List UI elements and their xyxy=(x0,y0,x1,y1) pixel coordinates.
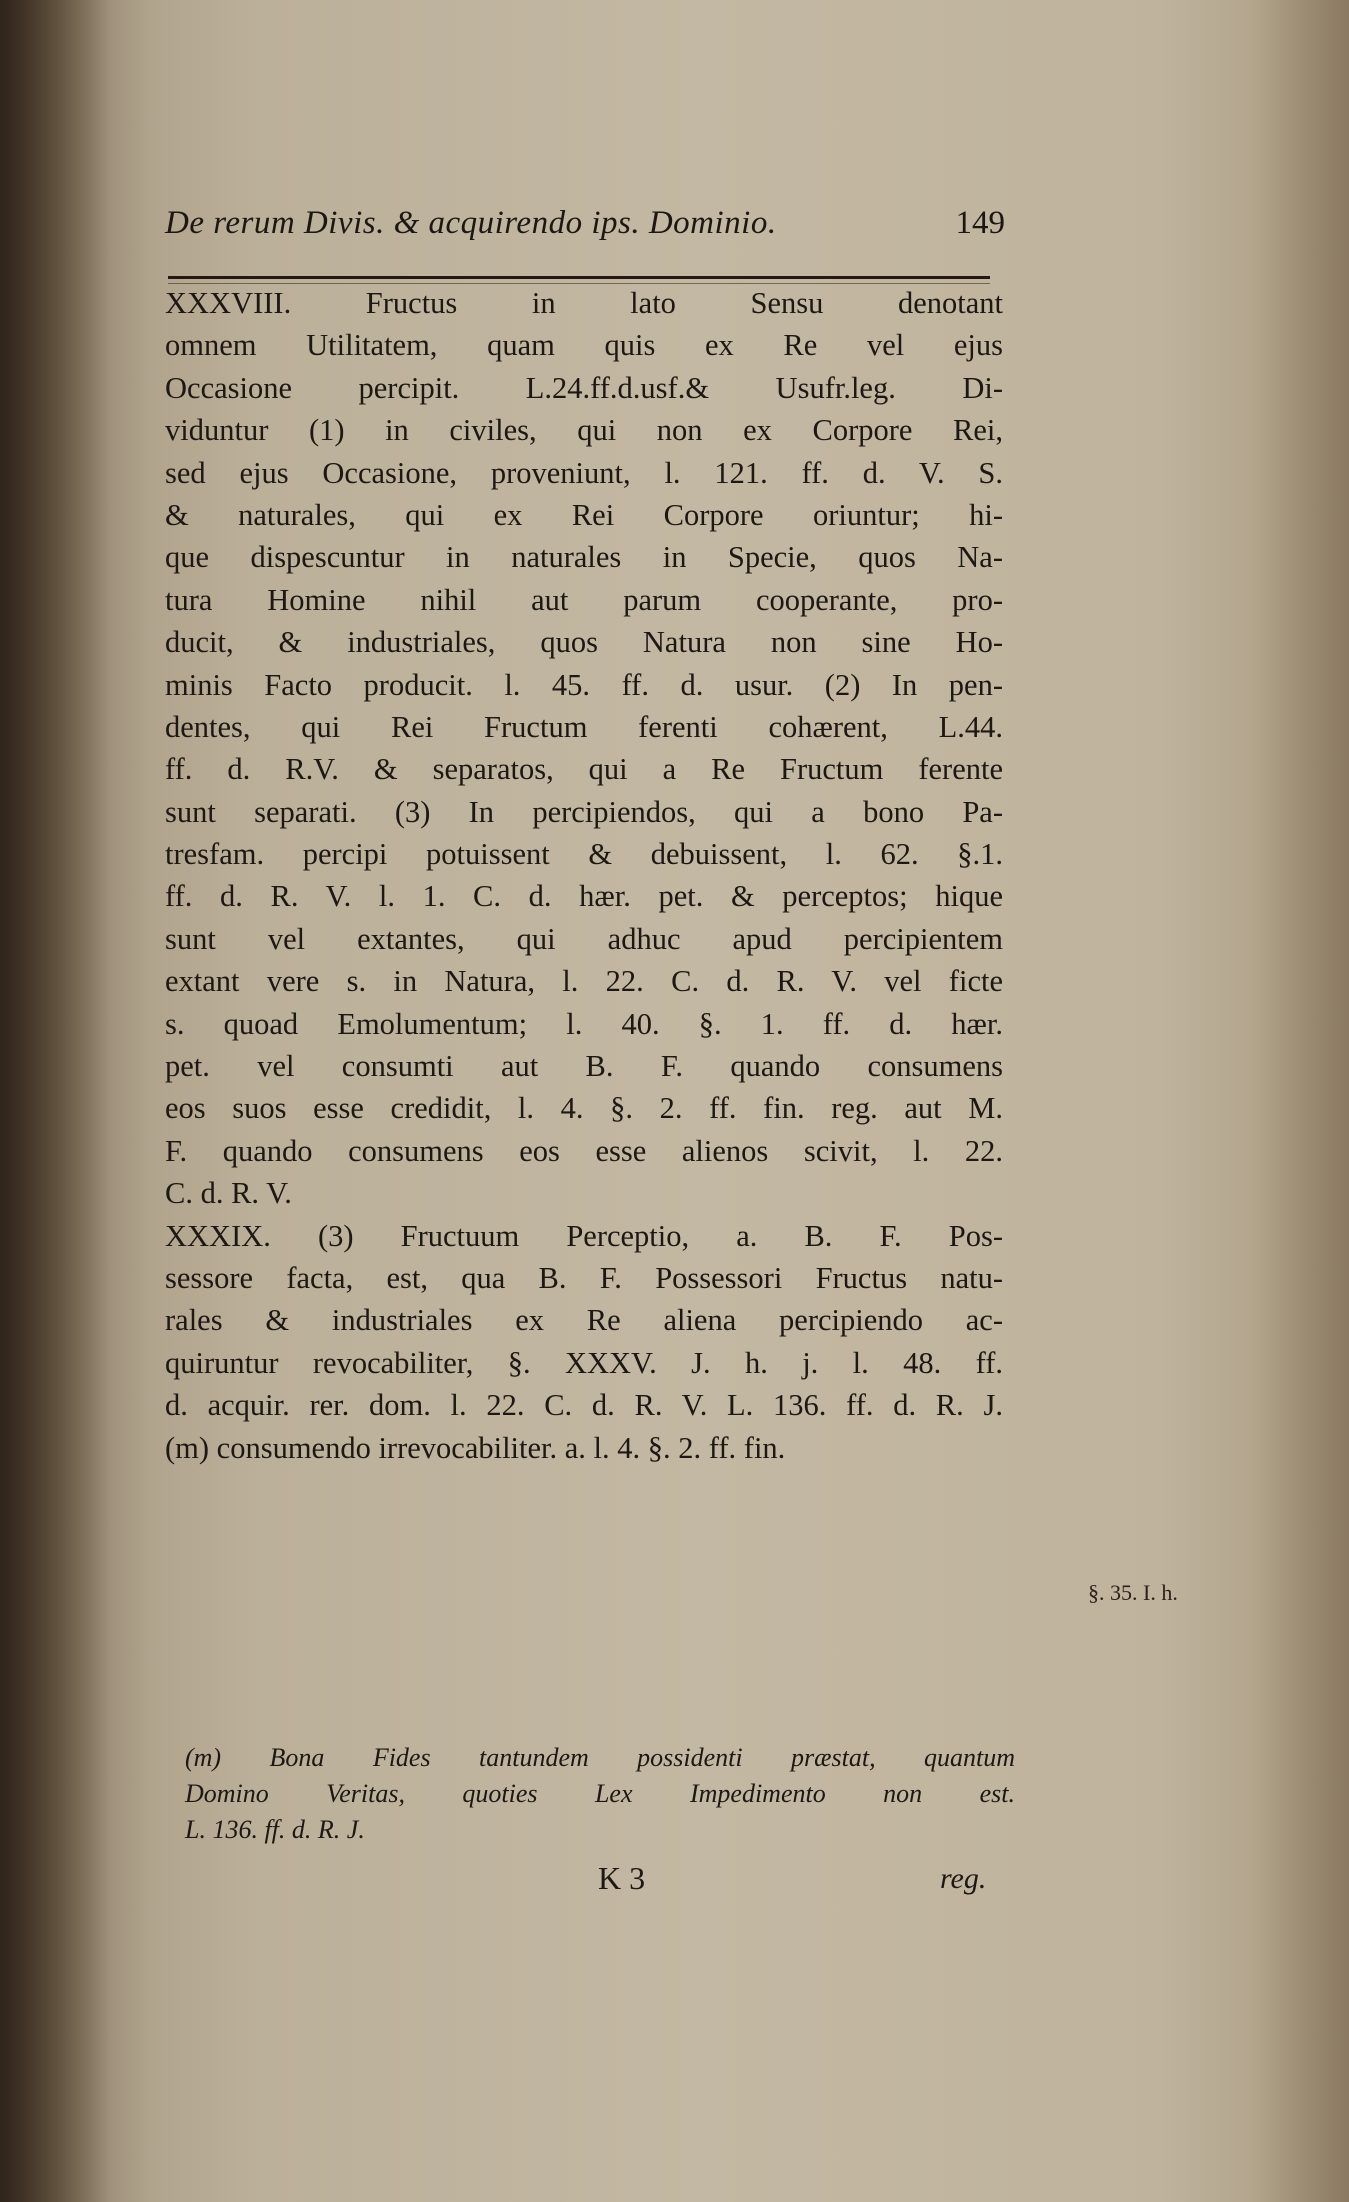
text-line: d. acquir. rer. dom. l. 22. C. d. R. V. L. 136. ff. d. R. J. xyxy=(165,1388,1003,1423)
text-line: XXXIX. (3) Fructuum Perceptio, a. B. F. Pos- xyxy=(165,1218,1003,1253)
text-line: extant vere s. in Natura, l. 22. C. d. R. V. vel ficte xyxy=(165,964,1003,999)
text-line: sed ejus Occasione, proveniunt, l. 121. ff. d. V. S. xyxy=(165,455,1003,490)
page-number: 149 xyxy=(955,205,1005,241)
text-line: minis Facto producit. l. 45. ff. d. usur. (2) In pen- xyxy=(165,667,1003,702)
text-line: ff. d. R.V. & separatos, qui a Re Fructum ferente xyxy=(165,752,1003,787)
margin-note: §. 35. I. h. xyxy=(1088,1580,1178,1605)
text-line: sunt vel extantes, qui adhuc apud percipientem xyxy=(165,921,1003,956)
text-line: viduntur (1) in civiles, qui non ex Corpore Rei, xyxy=(165,413,1003,448)
text-line: tura Homine nihil aut parum cooperante, pro- xyxy=(165,582,1003,617)
text-line: tresfam. percipi potuissent & debuissent, l. 62. §.1. xyxy=(165,837,1003,872)
text-line: pet. vel consumti aut B. F. quando consumens xyxy=(165,1049,1003,1084)
text-line: ff. d. R. V. l. 1. C. d. hær. pet. & perceptos; hique xyxy=(165,879,1003,914)
text-line: C. d. R. V. xyxy=(165,1176,292,1211)
footnote-block xyxy=(185,1740,1015,1848)
text-line: XXXVIII. Fructus in lato Sensu denotant xyxy=(165,286,1003,320)
text-line: ducit, & industriales, quos Natura non sine Ho- xyxy=(165,625,1003,660)
text-line: quiruntur revocabiliter, §. XXXV. J. h. j. l. 48. ff. xyxy=(165,1345,1003,1380)
text-line: Occasione percipit. L.24.ff.d.usf.& Usufr.leg. Di- xyxy=(165,370,1003,405)
text-line: & naturales, qui ex Rei Corpore oriuntur; hi- xyxy=(165,497,1003,532)
gutter-shadow xyxy=(0,0,110,2202)
text-line: omnem Utilitatem, quam quis ex Re vel ejus xyxy=(165,328,1003,363)
text-line: s. quoad Emolumentum; l. 40. §. 1. ff. d. hær. xyxy=(165,1006,1003,1041)
footnote-line: (m) Bona Fides tantundem possidenti præstat, quantum xyxy=(185,1743,1015,1772)
signature-mark: K 3 xyxy=(598,1860,646,1896)
catchword: reg. xyxy=(940,1862,987,1895)
running-title: De rerum Divis. & acquirendo ips. Dominio. xyxy=(165,205,777,241)
text-line: (m) consumendo irrevocabiliter. a. l. 4. §. 2. ff. fin. xyxy=(165,1430,786,1465)
text-line: F. quando consumens eos esse alienos scivit, l. 22. xyxy=(165,1133,1003,1168)
text-line: que dispescuntur in naturales in Specie, quos Na- xyxy=(165,540,1003,575)
header-rule xyxy=(168,276,990,279)
text-line: dentes, qui Rei Fructum ferenti cohærent, L.44. xyxy=(165,709,1003,744)
text-line: sessore facta, est, qua B. F. Possessori Fructus natu- xyxy=(165,1260,1003,1295)
footnote-line: Domino Veritas, quoties Lex Impedimento non est. xyxy=(185,1779,1015,1808)
page-edge-shadow xyxy=(1249,0,1349,2202)
text-line: rales & industriales ex Re aliena percipiendo ac- xyxy=(165,1303,1003,1338)
text-line: eos suos esse credidit, l. 4. §. 2. ff. fin. reg. aut M. xyxy=(165,1091,1003,1126)
main-text-block xyxy=(165,282,1003,1469)
page-header xyxy=(165,205,1005,265)
footnote-line: L. 136. ff. d. R. J. xyxy=(185,1815,365,1844)
text-line: sunt separati. (3) In percipiendos, qui a bono Pa- xyxy=(165,794,1003,829)
